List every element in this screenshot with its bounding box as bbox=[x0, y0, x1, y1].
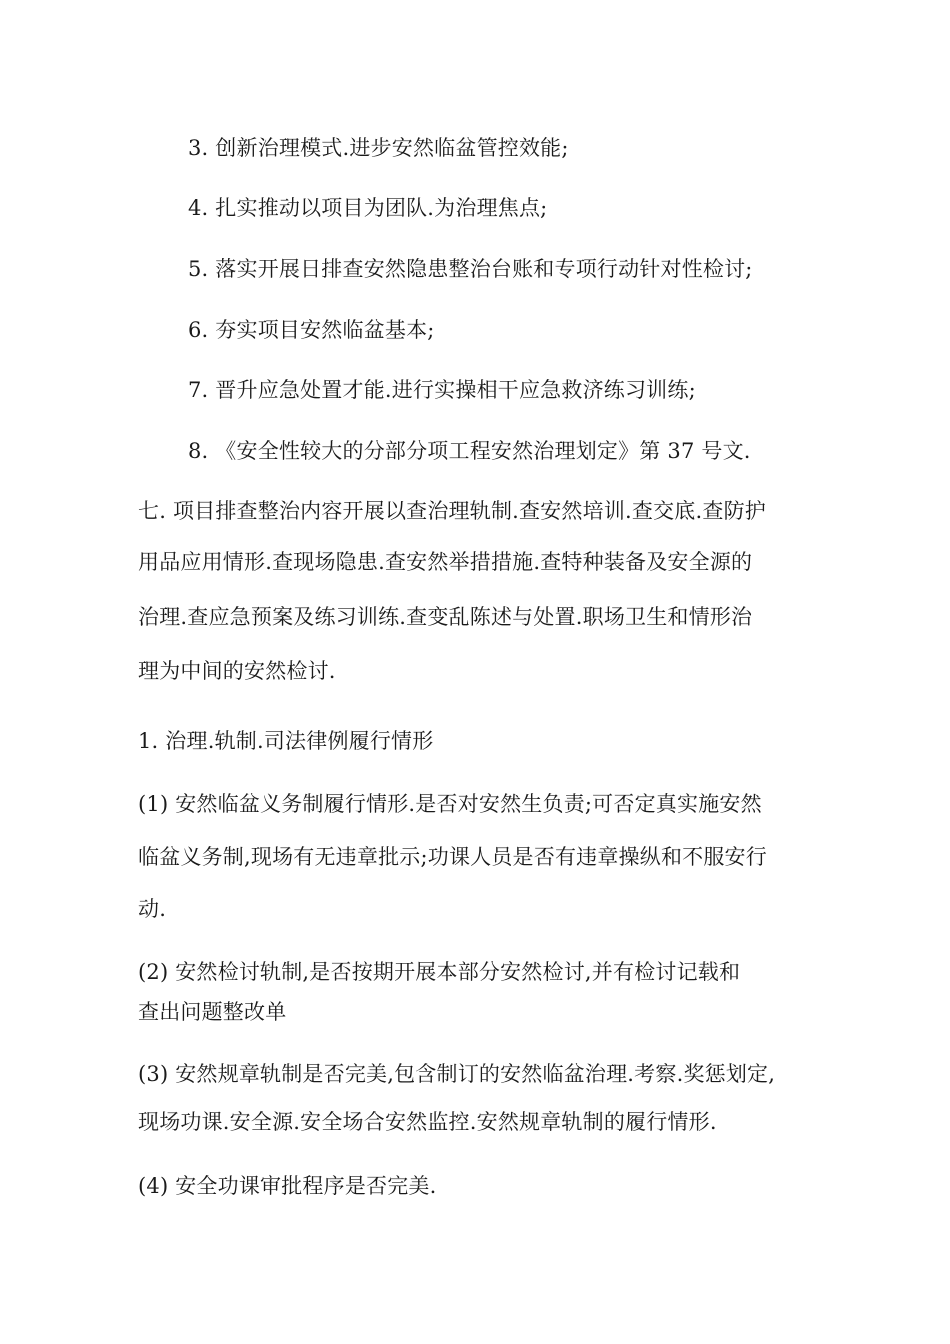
list-item-8: 8. 《安全性较大的分部分项工程安然治理划定》第 37 号文. bbox=[188, 439, 751, 463]
list-item-7: 7. 晋升应急处置才能.进行实操相干应急救济练习训练; bbox=[188, 378, 696, 402]
item-1-line-1: (1) 安然临盆义务制履行情形.是否对安然生负责;可否定真实施安然 bbox=[138, 792, 762, 816]
item-4-line-1: (4) 安全功课审批程序是否完美. bbox=[138, 1174, 437, 1198]
subsection-heading-1: 1. 治理.轨制.司法律例履行情形 bbox=[138, 729, 434, 753]
item-3-line-2: 现场功课.安全源.安全场合安然监控.安然规章轨制的履行情形. bbox=[138, 1110, 717, 1134]
item-3-line-1: (3) 安然规章轨制是否完美,包含制订的安然临盆治理.考察.奖惩划定, bbox=[138, 1062, 776, 1086]
item-1-line-2: 临盆义务制,现场有无违章批示;功课人员是否有违章操纵和不服安行 bbox=[138, 845, 767, 869]
section-seven-line-3: 治理.查应急预案及练习训练.查变乱陈述与处置.职场卫生和情形治 bbox=[138, 605, 753, 629]
section-seven-line-4: 理为中间的安然检讨. bbox=[138, 659, 336, 683]
list-item-3: 3. 创新治理模式.进步安然临盆管控效能; bbox=[188, 136, 569, 160]
list-item-6: 6. 夯实项目安然临盆基本; bbox=[188, 318, 435, 342]
item-2-line-1: (2) 安然检讨轨制,是否按期开展本部分安然检讨,并有检讨记载和 bbox=[138, 960, 741, 984]
section-seven-line-2: 用品应用情形.查现场隐患.查安然举措措施.查特种装备及安全源的 bbox=[138, 550, 753, 574]
item-2-line-2: 查出问题整改单 bbox=[138, 1000, 287, 1024]
list-item-4: 4. 扎实推动以项目为团队.为治理焦点; bbox=[188, 196, 548, 220]
section-seven-line-1: 七. 项目排查整治内容开展以查治理轨制.查安然培训.查交底.查防护 bbox=[138, 499, 766, 523]
item-1-line-3: 动. bbox=[138, 897, 167, 921]
list-item-5: 5. 落实开展日排查安然隐患整治台账和专项行动针对性检讨; bbox=[188, 257, 753, 281]
